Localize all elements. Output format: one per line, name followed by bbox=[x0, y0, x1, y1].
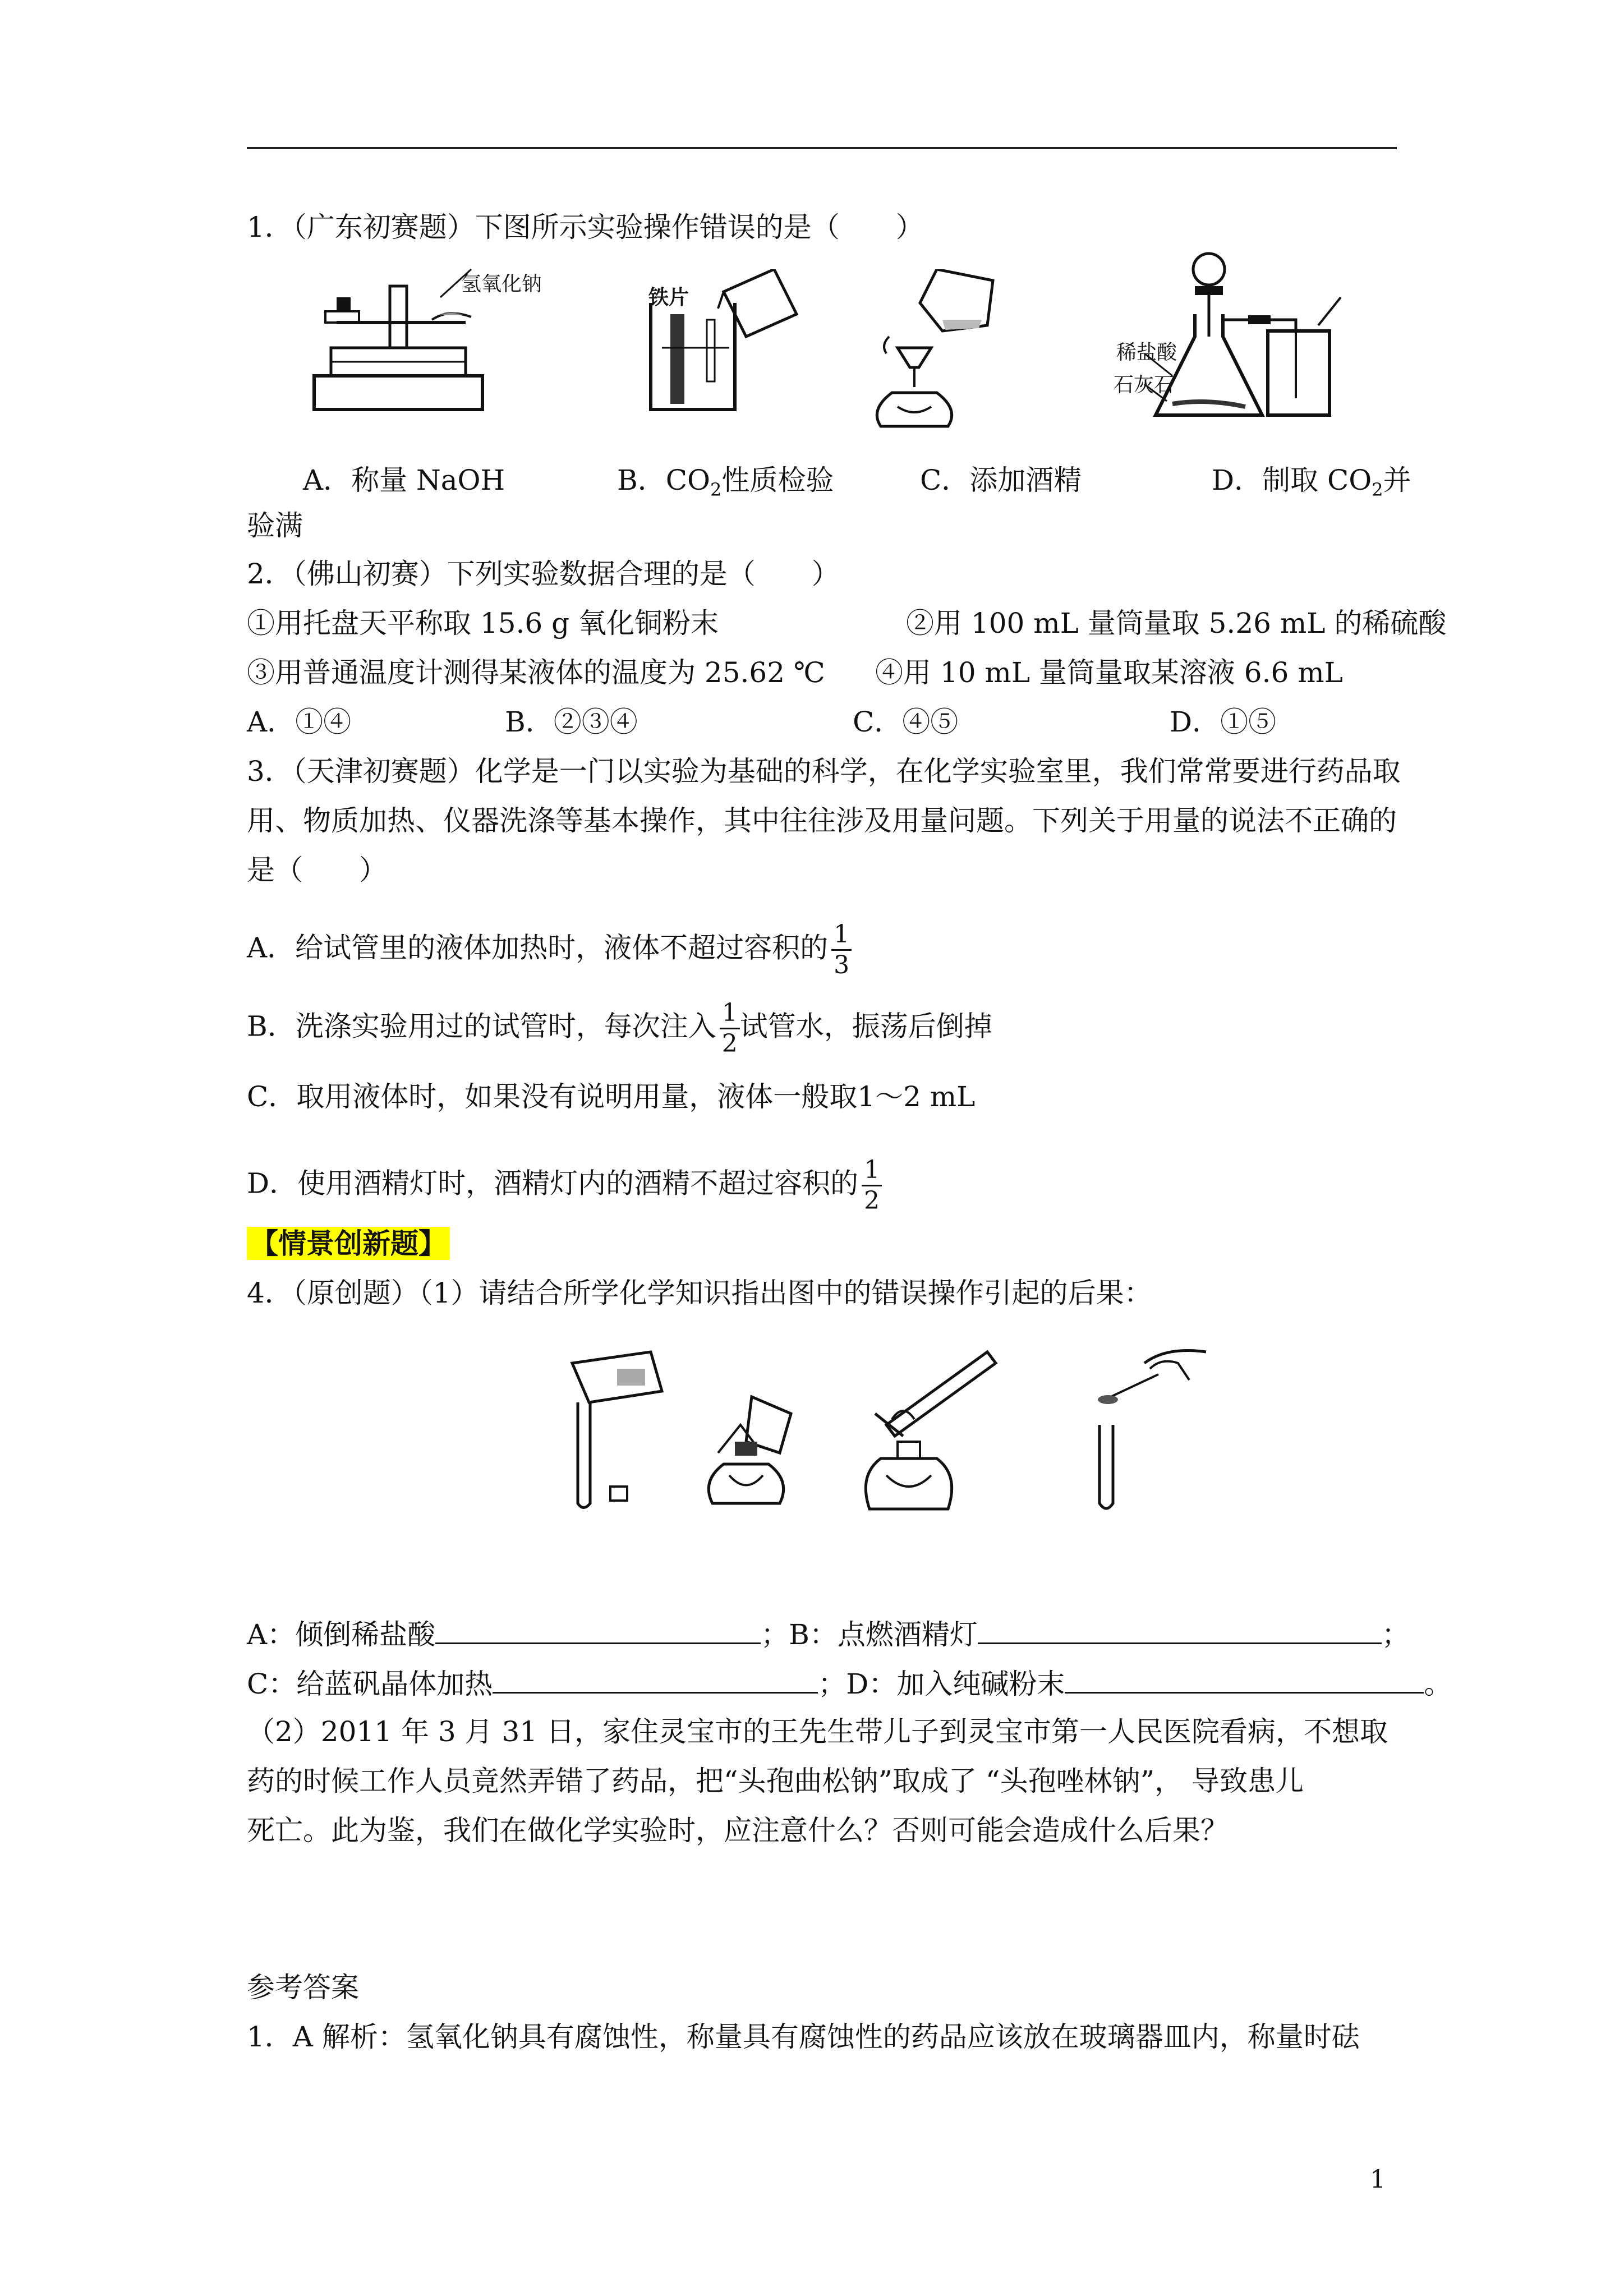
tiepian-label: 铁片 bbox=[648, 286, 689, 309]
q2-stem: 2．（佛山初赛）下列实验数据合理的是（ ） bbox=[247, 558, 840, 590]
alcohol-lamp-funnel-figure bbox=[858, 269, 1027, 432]
q2-option-d: D．①⑤ bbox=[1170, 706, 1277, 738]
q2-statement-4: ④用 10 mL 量筒量取某溶液 6.6 mL bbox=[875, 656, 1343, 689]
q4-part2-line1: （2）2011 年 3 月 31 日，家住灵宝市的王先生带儿子到灵宝市第一人民医院看病，不想取 bbox=[247, 1715, 1388, 1748]
q3-option-c: C．取用液体时，如果没有说明用量，液体一般取1～2 mL bbox=[247, 1080, 976, 1113]
q3-option-a: A．给试管里的液体加热时，液体不超过容积的 $\frac{1}{3}$ bbox=[247, 920, 852, 980]
q4-row-ab: A：倾倒稀盐酸 ；B：点燃酒精灯 ； bbox=[247, 1614, 1410, 1653]
q1-option-c: C．添加酒精 bbox=[920, 464, 1082, 496]
q1-option-b: B．$CO_2$性质检验 bbox=[617, 464, 834, 500]
q4-stem: 4．（原创题）（1）请结合所学化学知识指出图中的错误操作引起的后果： bbox=[247, 1277, 1152, 1309]
q4-blank-d[interactable] bbox=[1065, 1664, 1424, 1694]
q2-statement-2: ②用 100 mL 量筒量取 5.26 mL 的稀硫酸 bbox=[906, 607, 1447, 639]
q3-stem-line2: 用、物质加热、仪器洗涤等基本操作，其中往往涉及用量问题。下列关于用量的说法不正确的 bbox=[247, 804, 1397, 837]
q2-statement-3: ③用普通温度计测得某液体的温度为 25.62 ℃ bbox=[247, 656, 825, 689]
q4-blank-a[interactable] bbox=[435, 1614, 761, 1644]
q2-statement-1: ①用托盘天平称取 15.6 g 氧化铜粉末 bbox=[247, 607, 719, 639]
naoh-label: 氢氧化钠 bbox=[461, 273, 542, 296]
q3-stem-line1: 3．（天津初赛题）化学是一门以实验为基础的科学，在化学实验室里，我们常常要进行药品取 bbox=[247, 755, 1401, 788]
q4-part2-line3: 死亡。此为鉴，我们在做化学实验时，应注意什么？否则可能会造成什么后果？ bbox=[247, 1814, 1229, 1847]
q4-blank-c[interactable] bbox=[493, 1664, 818, 1694]
q1-stem: 1．（广东初赛题）下图所示实验操作错误的是（ ） bbox=[247, 211, 924, 243]
xiyansuan-label: 稀盐酸 bbox=[1116, 341, 1177, 364]
q2-option-b: B．②③④ bbox=[505, 706, 638, 738]
q1-option-d: D．制取 $CO_2$并 bbox=[1212, 464, 1411, 500]
page-number: 1 bbox=[1370, 2165, 1386, 2194]
header-rule bbox=[247, 147, 1397, 149]
answers-title: 参考答案 bbox=[247, 1971, 359, 2004]
q3-option-d: D．使用酒精灯时，酒精灯内的酒精不超过容积的 $\frac{1}{2}$ bbox=[247, 1156, 882, 1216]
answer-1: 1．A 解析：氢氧化钠具有腐蚀性，称量具有腐蚀性的药品应该放在玻璃器皿内，称量时砝 bbox=[247, 2021, 1360, 2053]
adding-powder-figure bbox=[1077, 1335, 1223, 1520]
q1-option-a: A．称量 NaOH bbox=[303, 464, 505, 496]
shihuishi-label: 石灰石 bbox=[1114, 374, 1175, 397]
pouring-acid-figure bbox=[567, 1346, 668, 1515]
q1-option-d-wrap: 验满 bbox=[247, 509, 303, 542]
q4-row-cd: C：给蓝矾晶体加热 ；D：加入纯碱粉末 。 bbox=[247, 1664, 1452, 1703]
q3-option-b: B．洗涤实验用过的试管时，每次注入 $\frac{1}{2}$ 试管水，振荡后倒掉 bbox=[247, 999, 992, 1058]
q4-part2-line2: 药的时候工作人员竟然弄错了药品，把“头孢曲松钠”取成了 “头孢唑林钠”， 导致患儿 bbox=[247, 1765, 1304, 1797]
heating-crystal-figure bbox=[853, 1341, 999, 1520]
lighting-lamp-figure bbox=[696, 1391, 808, 1515]
q3-stem-line3: 是（ ） bbox=[247, 854, 387, 886]
q2-option-c: C．④⑤ bbox=[853, 706, 959, 738]
section-title: 【情景创新题】 bbox=[247, 1225, 450, 1262]
q4-blank-b[interactable] bbox=[978, 1614, 1382, 1644]
q2-option-a: A．①④ bbox=[247, 706, 352, 738]
